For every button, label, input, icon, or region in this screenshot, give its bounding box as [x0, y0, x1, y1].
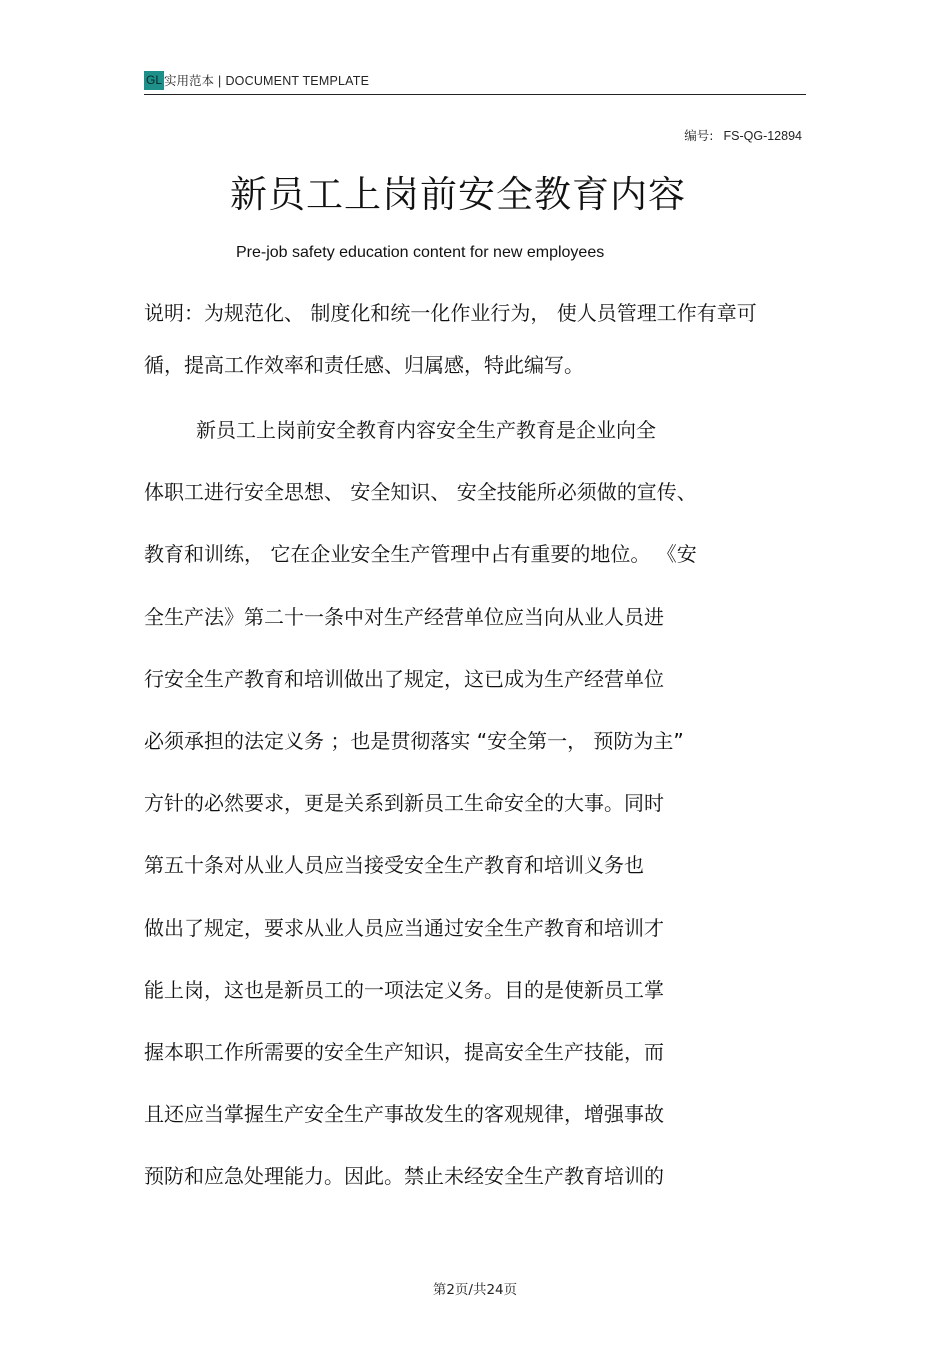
- header-text: [164, 71, 369, 91]
- header-separator: |: [218, 74, 222, 88]
- body-line: 行安全生产教育和培训做出了规定，这已成为生产经营单位: [144, 666, 664, 691]
- document-number-value: FS-QG-12894: [723, 129, 802, 143]
- body-line: 能上岗，这也是新员工的一项法定义务。目的是使新员工掌: [144, 977, 664, 1002]
- body-line: 必须承担的法定义务 ；也是贯彻落实 “安全第一， 预防为主”: [144, 728, 684, 753]
- brand-label: 实用范本: [164, 73, 215, 88]
- body-line: 第五十条对从业人员应当接受安全生产教育和培训义务也: [144, 853, 644, 878]
- body-line: 握本职工作所需要的安全生产知识，提高安全生产技能，而: [144, 1039, 664, 1064]
- page-footer: 第2页/共24页: [432, 1282, 518, 1298]
- template-label: DOCUMENT TEMPLATE: [225, 74, 370, 88]
- body-line: 做出了规定，要求从业人员应当通过安全生产教育和培训才: [144, 915, 664, 940]
- description-note: [144, 287, 806, 391]
- body-line: 体职工进行安全思想、 安全知识、 安全技能所必须做的宣传、: [144, 480, 697, 505]
- page-header: [144, 70, 806, 95]
- document-title: 新员工上岗前安全教育内容: [230, 173, 686, 216]
- document-number: [684, 126, 802, 144]
- body-line: 且还应当掌握生产安全生产事故发生的客观规律，增强事故: [144, 1102, 664, 1127]
- document-number-label: 编号:: [684, 128, 714, 143]
- note-line: 循，提高工作效率和责任感、归属感，特此编写。: [144, 353, 584, 377]
- body-line: 全生产法》第二十一条中对生产经营单位应当向从业人员进: [144, 604, 664, 629]
- body-line: 新员工上岗前安全教育内容安全生产教育是企业向全: [196, 418, 656, 442]
- document-body: [144, 412, 806, 1220]
- body-line: 预防和应急处理能力。因此。禁止未经安全生产教育培训的: [144, 1164, 664, 1189]
- document-subtitle: Pre-job safety education content for new employees: [236, 244, 605, 261]
- note-line: 说明：为规范化、 制度化和统一化作业行为， 使人员管理工作有章可: [144, 301, 757, 325]
- body-line: 教育和训练， 它在企业安全生产管理中占有重要的地位。 《安: [144, 542, 697, 567]
- body-line: 方针的必然要求，更是关系到新员工生命安全的大事。同时: [144, 791, 664, 816]
- logo-mark: GL: [144, 71, 164, 90]
